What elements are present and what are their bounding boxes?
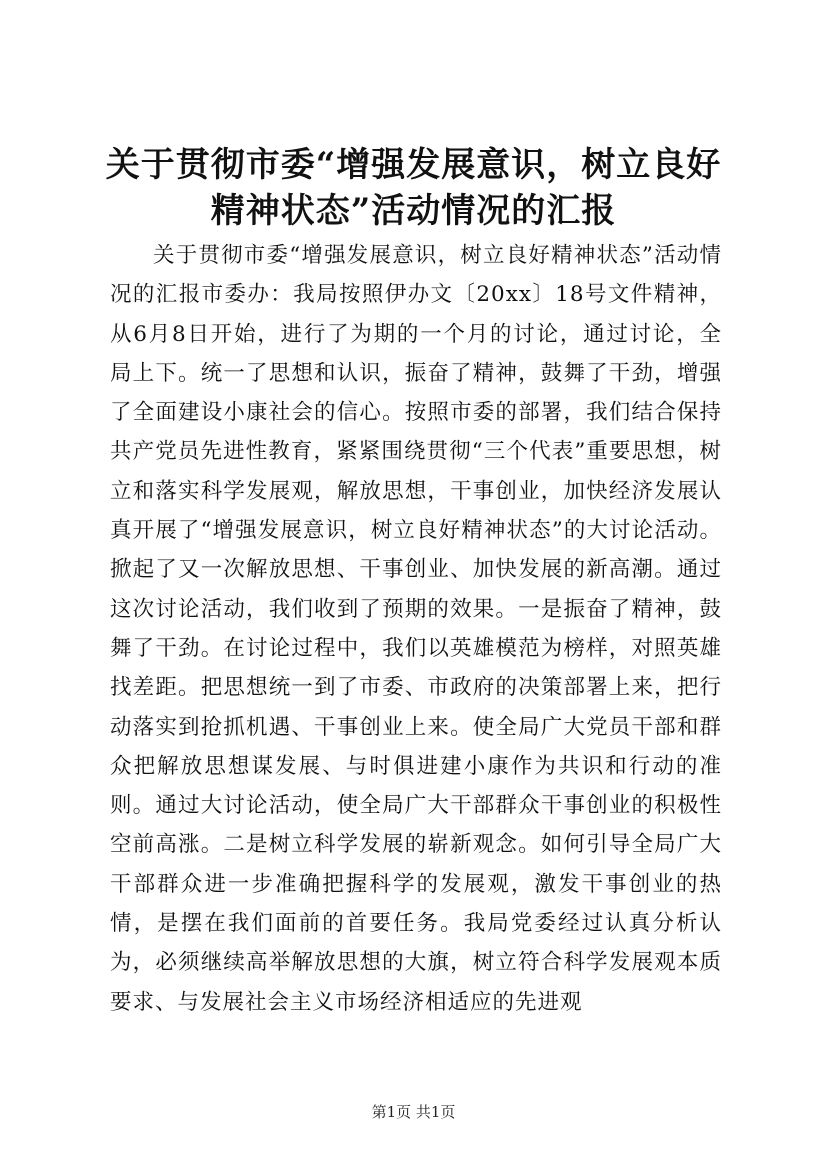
page-footer: 第1页 共1页	[371, 1103, 456, 1121]
document-title: 关于贯彻市委“增强发展意识，树立良好精神状态”活动情况的汇报	[105, 145, 722, 231]
document-body-paragraph: 关于贯彻市委“增强发展意识，树立良好精神状态”活动情况的汇报市委办：我局按照伊办文〔20xx〕18号文件精神，从6月8日开始，进行了为期的一个月的讨论，通过讨论，全局上下。统一了思想和认识，振奋了精神，鼓舞了干劲，增强了全面建设小康社会的信心。按照市委的部署，我们结合保持共产党员先进性教育，紧紧围绕贯彻“三个代表”重要思想，树立和落实科学发展观，解放思想，干事创业，加快经济发展认真开展了“增强发展意识，树立良好精神状态”的大讨论活动。掀起了又一次解放思想、干事创业、加快发展的新高潮。通过这次讨论活动，我们收到了预期的效果。一是振奋了精神，鼓舞了干劲。在讨论过程中，我们以英雄模范为榜样，对照英雄找差距。把思想统一到了市委、市政府的决策部署上来，把行动落实到抢抓机遇、干事创业上来。使全局广大党员干部和群众把解放思想谋发展、与时俱进建小康作为共识和行动的准则。通过大讨论活动，使全局广大干部群众干事创业的积极性空前高涨。二是树立科学发展的崭新观念。如何引导全局广大干部群众进一步准确把握科学的发展观，激发干事创业的热情，是摆在我们面前的首要任务。我局党委经过认真分析认为，必须继续高举解放思想的大旗，树立符合科学发展观本质要求、与发展社会主义市场经济相适应的先进观	[110, 243, 722, 1015]
